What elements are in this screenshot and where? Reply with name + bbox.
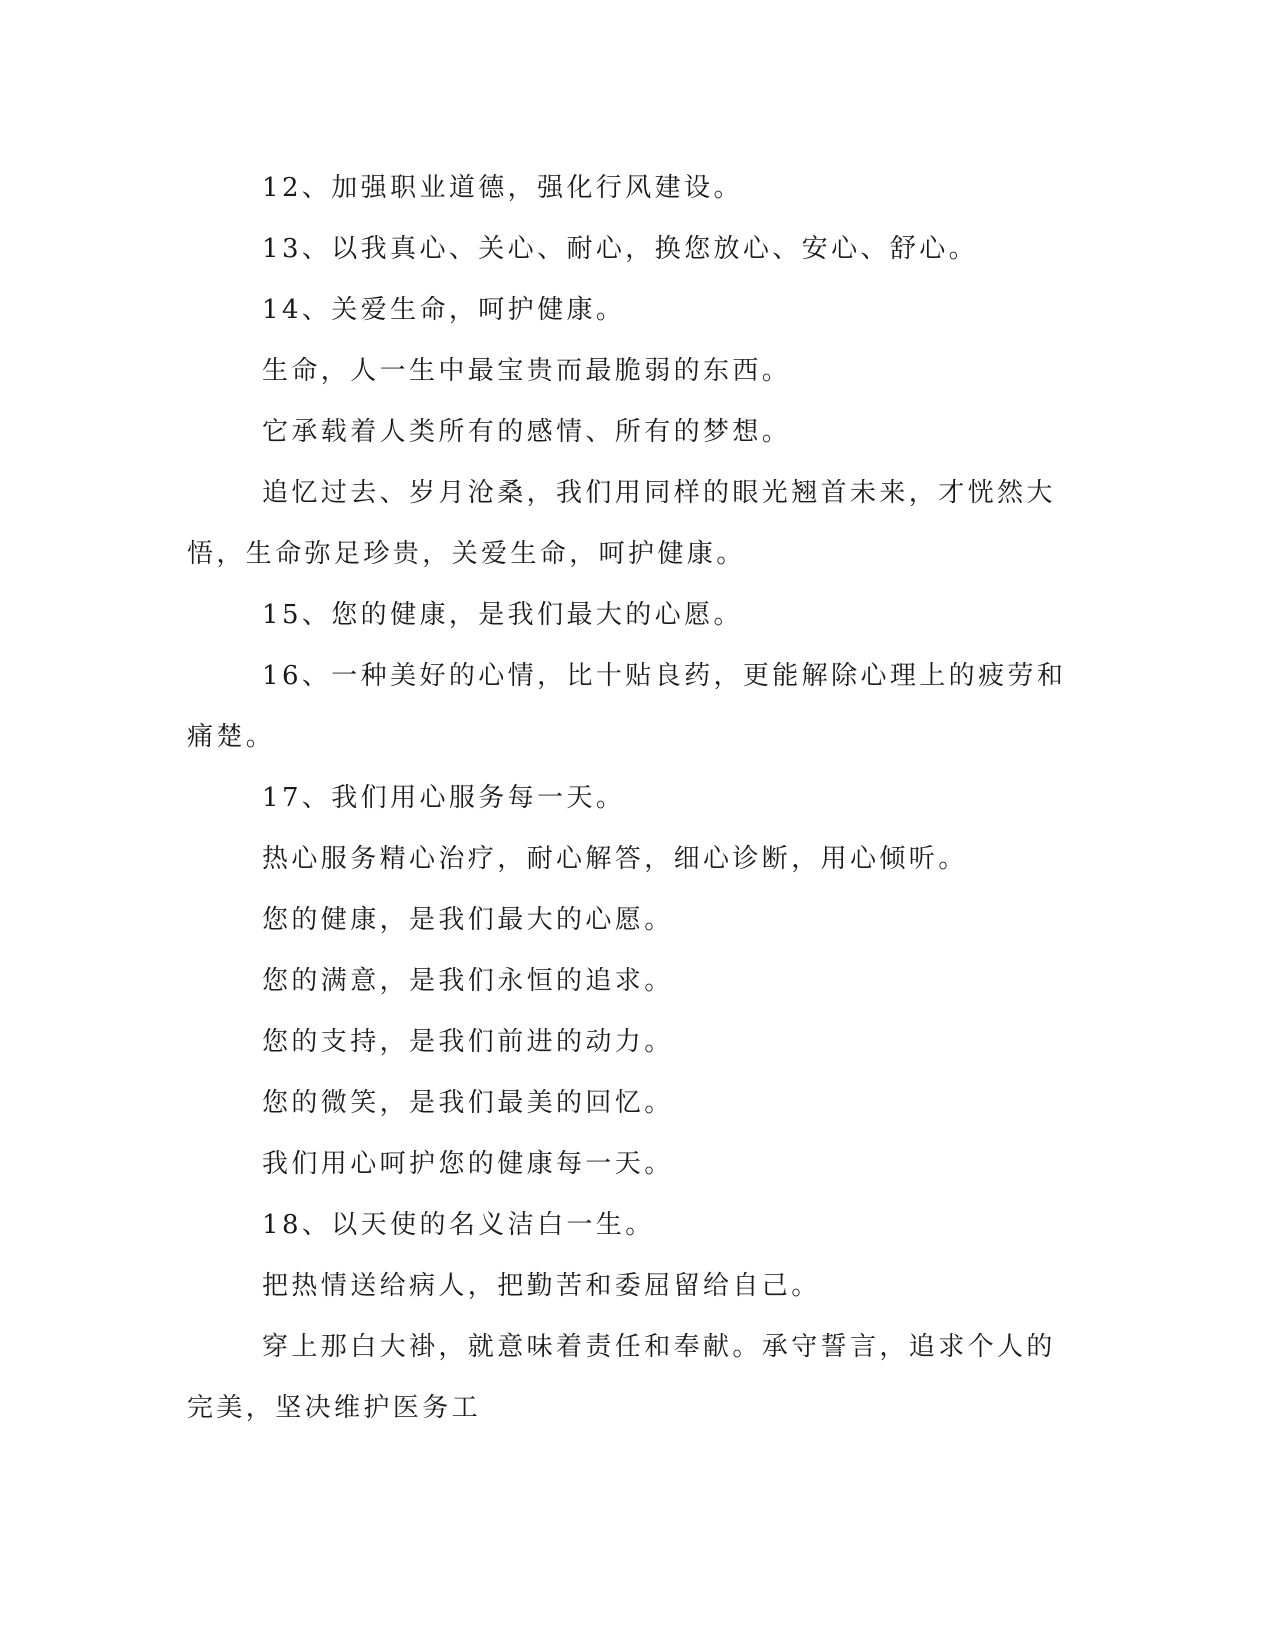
paragraph: 穿上那白大褂，就意味着责任和奉献。承守誓言，追求个人的完美，坚决维护医务工: [187, 1332, 1056, 1423]
paragraph: 把热情送给病人，把勤苦和委屈留给自己。: [262, 1271, 821, 1301]
paragraph: 您的支持，是我们前进的动力。: [262, 1027, 674, 1057]
paragraph: 我们用心呵护您的健康每一天。: [262, 1149, 674, 1179]
paragraph: 您的微笑，是我们最美的回忆。: [262, 1088, 674, 1118]
paragraph: 17、我们用心服务每一天。: [262, 783, 626, 813]
paragraph: 追忆过去、岁月沧桑，我们用同样的眼光翘首未来，才恍然大悟，生命弥足珍贵，关爱生命，呵护健康。: [187, 478, 1056, 569]
paragraph: 13、以我真心、关心、耐心，换您放心、安心、舒心。: [262, 234, 979, 264]
paragraph: 它承载着人类所有的感情、所有的梦想。: [262, 417, 792, 447]
paragraph: 16、一种美好的心情，比十贴良药，更能解除心理上的疲劳和痛楚。: [187, 661, 1067, 752]
paragraph: 15、您的健康，是我们最大的心愿。: [262, 600, 743, 630]
paragraph: 您的满意，是我们永恒的追求。: [262, 966, 674, 996]
paragraph: 生命，人一生中最宝贵而最脆弱的东西。: [262, 356, 792, 386]
paragraph: 热心服务精心治疗，耐心解答，细心诊断，用心倾听。: [262, 844, 968, 874]
paragraph: 14、关爱生命，呵护健康。: [262, 295, 626, 325]
paragraph: 您的健康，是我们最大的心愿。: [262, 905, 674, 935]
paragraph: 12、加强职业道德，强化行风建设。: [262, 173, 743, 203]
document-body: [187, 158, 1067, 1439]
paragraph: 18、以天使的名义洁白一生。: [262, 1210, 655, 1240]
